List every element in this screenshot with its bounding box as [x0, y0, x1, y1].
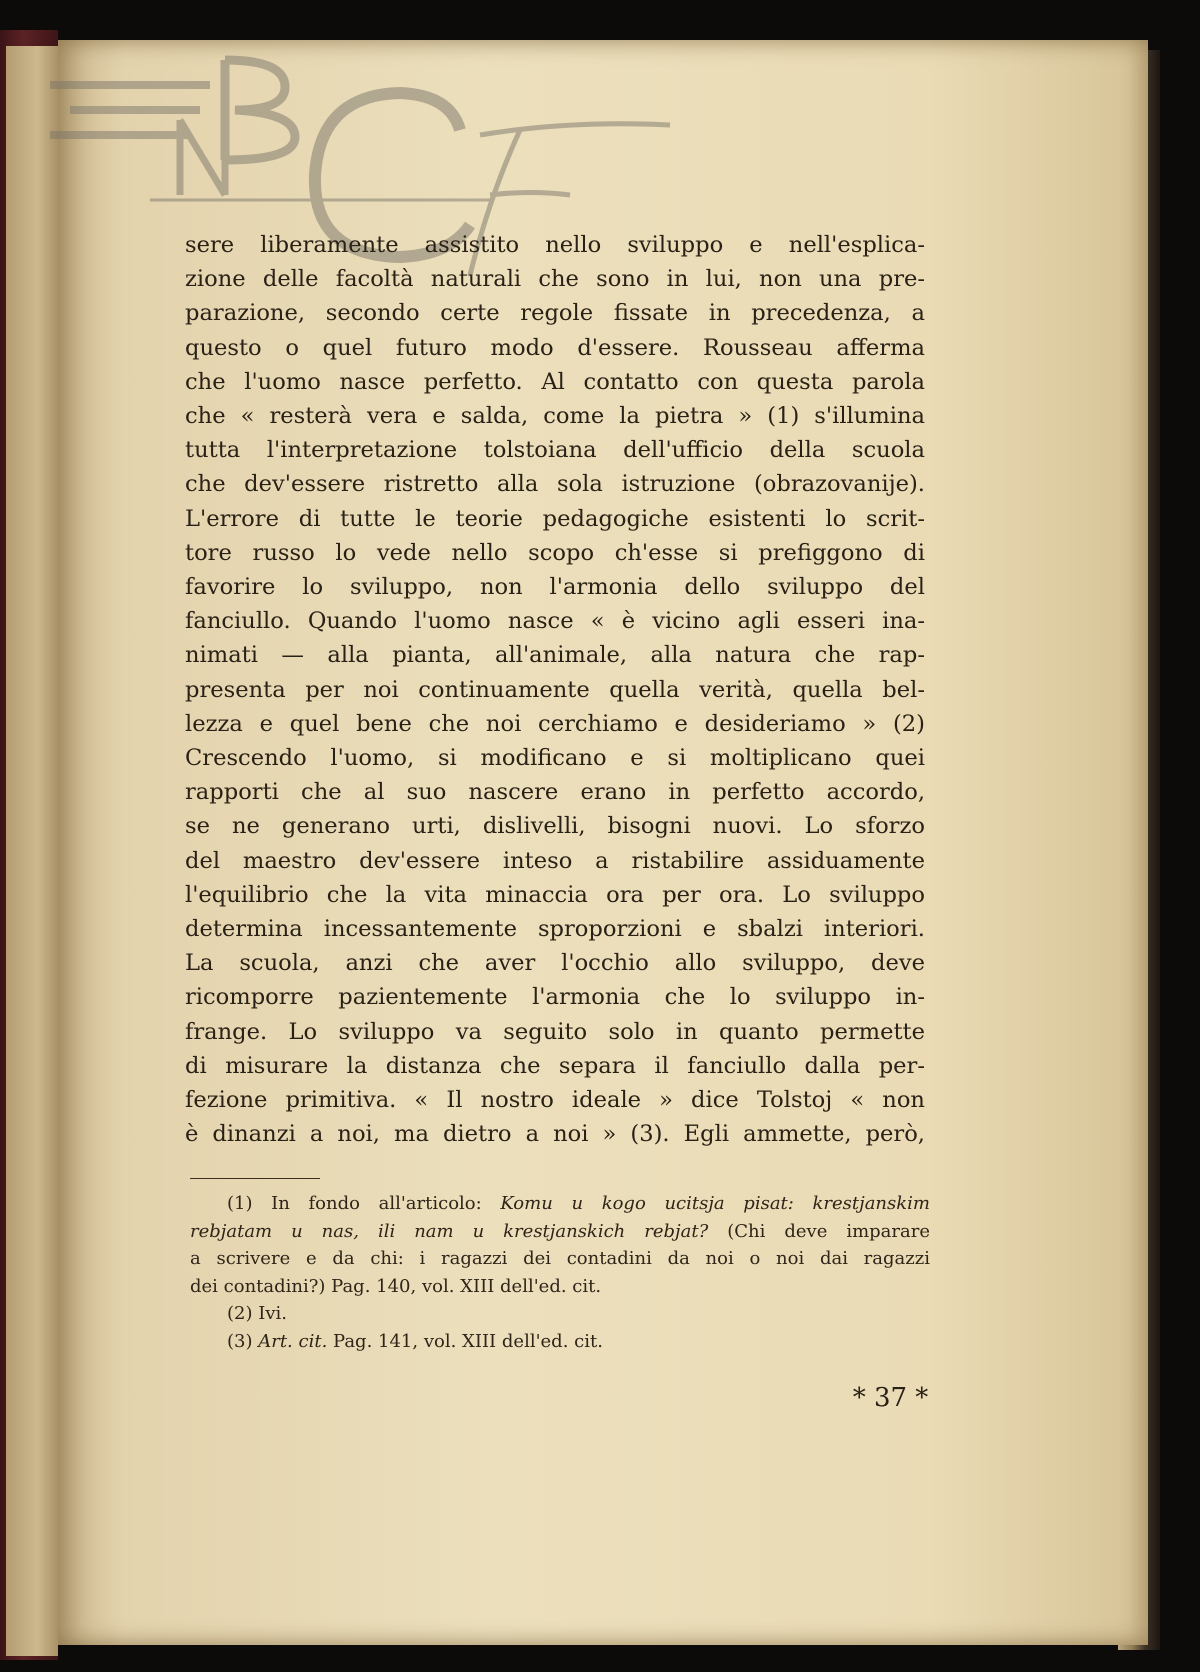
facing-page-edge	[6, 46, 58, 1656]
text-line: del maestro dev'essere inteso a ristabilire assiduamente	[185, 847, 925, 874]
footnote-1-line: dei contadini?) Pag. 140, vol. XIII dell'ed. cit.	[190, 1275, 602, 1297]
footnote-1-prefix: (1) In fondo all'articolo:	[227, 1193, 501, 1214]
text-line: se ne generano urti, dislivelli, bisogni nuovi. Lo sforzo	[185, 813, 925, 840]
footnote-3-source: Pag. 141, vol. XIII dell'ed. cit.	[327, 1330, 603, 1352]
footnote-1-title-cont: rebjatam u nas, ili nam u krestjanskich rebjat?	[190, 1220, 709, 1242]
footnote-3-prefix: (3)	[227, 1330, 259, 1352]
footnote-3-ref: Art. cit.	[258, 1330, 328, 1352]
text-line: sere liberamente assistito nello sviluppo e nell'esplica-	[185, 232, 925, 258]
text-line: che « resterà vera e salda, come la pietra » (1) s'illumina	[185, 403, 925, 430]
text-line: che dev'essere ristretto alla sola istruzione (obrazovanije).	[185, 471, 925, 498]
text-line: ricomporre pazientemente l'armonia che lo sviluppo in-	[185, 984, 925, 1011]
text-line: rapporti che al suo nascere erano in perfetto accordo,	[185, 779, 925, 806]
body-text	[185, 228, 925, 1151]
text-line: fezione primitiva. « Il nostro ideale » dice Tolstoj « non	[185, 1087, 925, 1114]
text-line: che l'uomo nasce perfetto. Al contatto con questa parola	[185, 368, 925, 395]
text-line: di misurare la distanza che separa il fanciullo dalla per-	[185, 1052, 925, 1079]
text-line: frange. Lo sviluppo va seguito solo in quanto permette	[185, 1018, 925, 1045]
text-line: parazione, secondo certe regole fissate in precedenza, a	[185, 300, 925, 327]
text-line: lezza e quel bene che noi cerchiamo e desideriamo » (2)	[185, 710, 925, 737]
footnote-1-line	[190, 1218, 930, 1246]
text-line: favorire lo sviluppo, non l'armonia dello sviluppo del	[185, 574, 925, 601]
text-line: l'equilibrio che la vita minaccia ora per ora. Lo sviluppo	[185, 881, 925, 908]
footnote-separator	[190, 1178, 320, 1179]
text-line: tore russo lo vede nello scopo ch'esse si prefiggono di	[185, 539, 925, 566]
text-line: determina incessantemente sproporzioni e sbalzi interiori.	[185, 916, 925, 943]
text-line: L'errore di tutte le teorie pedagogiche esistenti lo scrit-	[185, 505, 925, 532]
footnote-1-line: a scrivere e da chi: i ragazzi dei contadini da noi o noi dai ragazzi	[190, 1248, 930, 1269]
text-line: La scuola, anzi che aver l'occhio allo sviluppo, deve	[185, 950, 925, 977]
footnote-2: (2) Ivi.	[227, 1303, 287, 1324]
text-line: tutta l'interpretazione tolstoiana dell'ufficio della scuola	[185, 437, 925, 464]
footnote-3	[190, 1328, 930, 1356]
text-line: fanciullo. Quando l'uomo nasce « è vicino agli esseri ina-	[185, 608, 925, 635]
footnote-1-line	[190, 1190, 930, 1218]
text-line: zione delle facoltà naturali che sono in lui, non una pre-	[185, 266, 925, 293]
text-line: presenta per noi continuamente quella verità, quella bel-	[185, 676, 925, 703]
text-line: è dinanzi a noi, ma dietro a noi » (3). Egli ammette, però,	[185, 1121, 925, 1148]
text-line: nimati — alla pianta, all'animale, alla natura che rap-	[185, 642, 925, 669]
page-number: * 37 *	[852, 1383, 929, 1413]
footnotes	[190, 1190, 930, 1355]
footnote-1-title: Komu u kogo ucitsja pisat: krestjanskim	[500, 1193, 930, 1214]
text-line: questo o quel futuro modo d'essere. Rousseau afferma	[185, 334, 925, 361]
footnote-1-translation: (Chi deve imparare	[708, 1220, 930, 1242]
text-line: Crescendo l'uomo, si modificano e si moltiplicano quei	[185, 745, 925, 772]
